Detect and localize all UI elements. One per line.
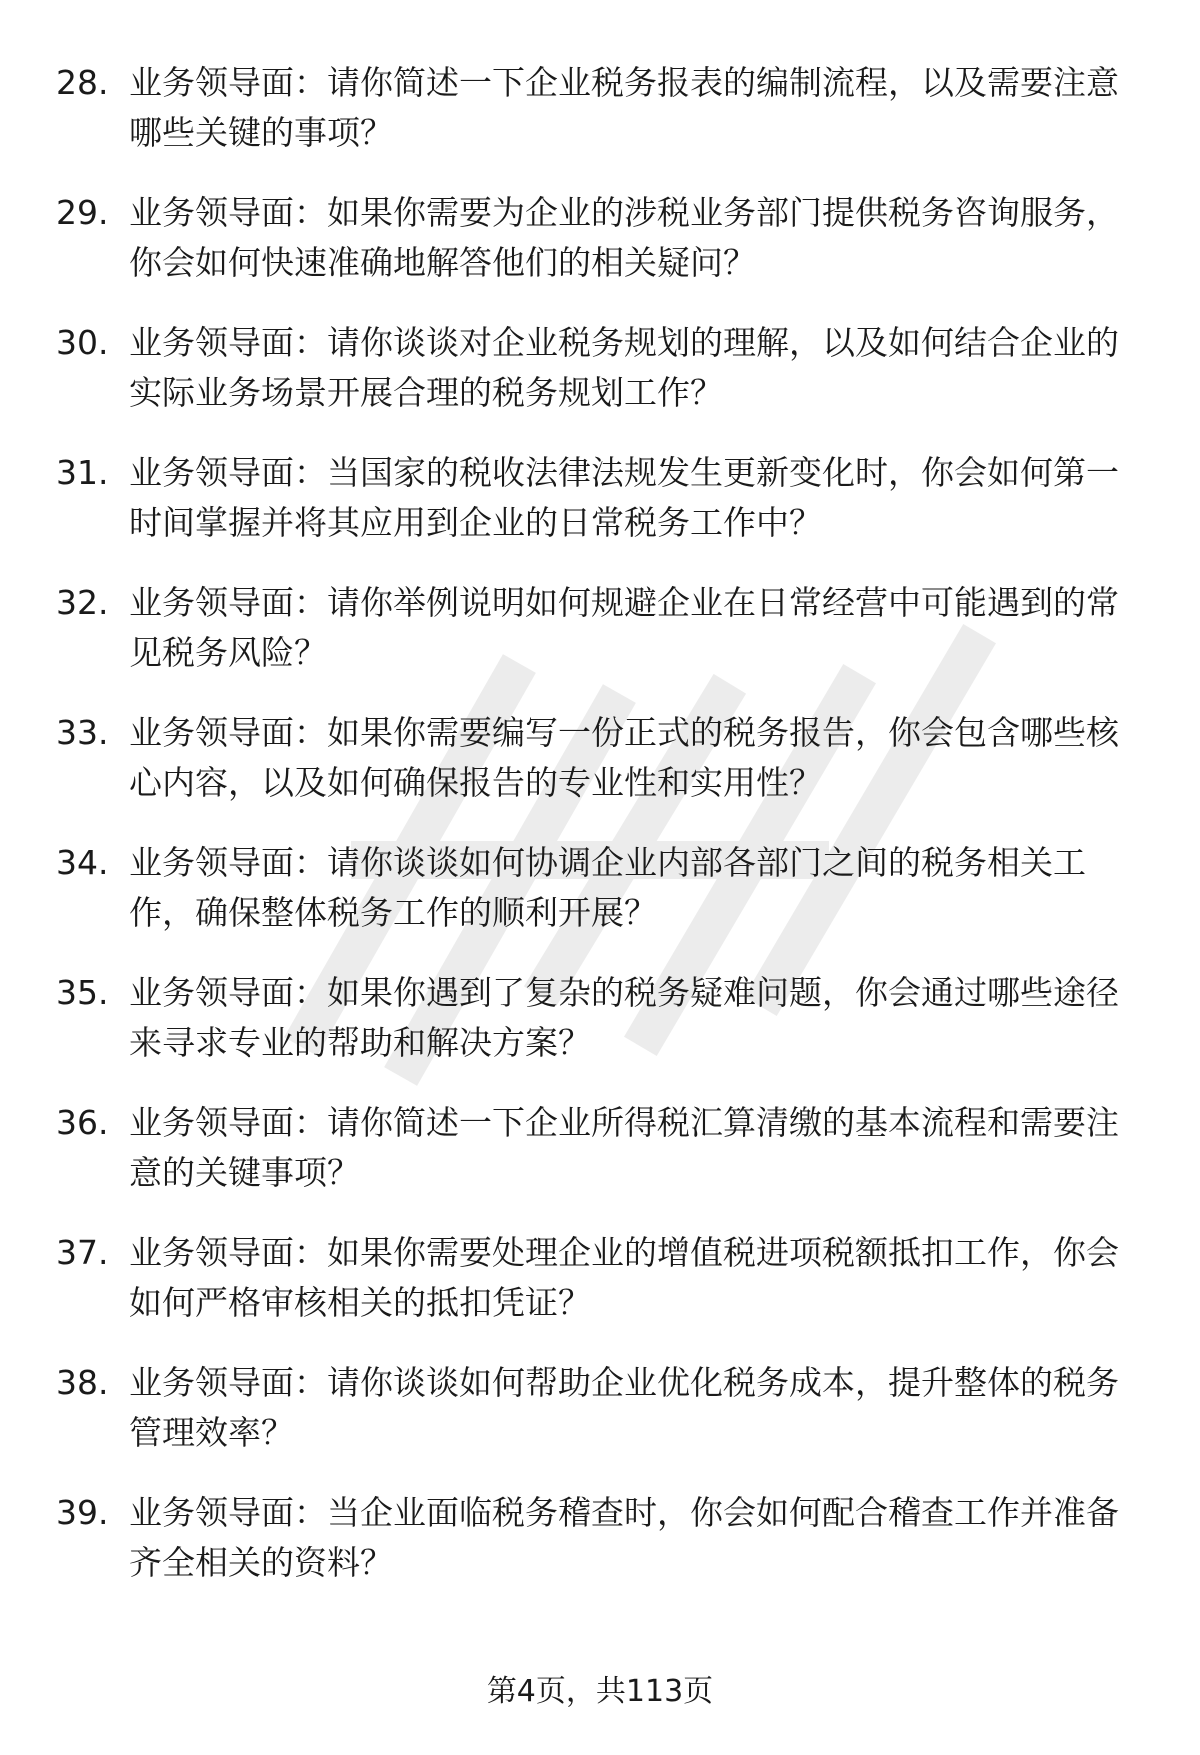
page-footer: 第4页，共113页	[486, 1674, 714, 1709]
list-item	[56, 578, 1146, 678]
question-number: 35.	[56, 973, 109, 1012]
list-item	[56, 1098, 1146, 1198]
question-text: 业务领导面：请你谈谈如何帮助企业优化税务成本，提升整体的税务管理效率？	[129, 1363, 1119, 1452]
list-item	[56, 318, 1146, 418]
question-number: 37.	[56, 1233, 109, 1272]
list-item	[56, 1228, 1146, 1328]
question-text: 业务领导面：请你简述一下企业税务报表的编制流程，以及需要注意哪些关键的事项？	[129, 63, 1119, 152]
question-number: 33.	[56, 713, 109, 752]
list-item	[56, 58, 1146, 158]
list-item	[56, 448, 1146, 548]
question-number: 39.	[56, 1493, 109, 1532]
list-item	[56, 838, 1146, 938]
list-item	[56, 708, 1146, 808]
question-number: 32.	[56, 583, 109, 622]
question-text: 业务领导面：如果你需要为企业的涉税业务部门提供税务咨询服务，你会如何快速准确地解答他们的相关疑问？	[129, 193, 1119, 282]
question-number: 36.	[56, 1103, 109, 1142]
list-item	[56, 1358, 1146, 1458]
question-text: 业务领导面：如果你遇到了复杂的税务疑难问题，你会通过哪些途径来寻求专业的帮助和解决方案？	[129, 973, 1119, 1062]
question-number: 28.	[56, 63, 109, 102]
question-text: 业务领导面：请你简述一下企业所得税汇算清缴的基本流程和需要注意的关键事项？	[129, 1103, 1119, 1192]
question-number: 30.	[56, 323, 109, 362]
list-item	[56, 188, 1146, 288]
question-number: 29.	[56, 193, 109, 232]
question-text: 业务领导面：请你谈谈如何协调企业内部各部门之间的税务相关工作，确保整体税务工作的顺利开展？	[129, 843, 1086, 932]
question-number: 38.	[56, 1363, 109, 1402]
question-text: 业务领导面：当企业面临税务稽查时，你会如何配合稽查工作并准备齐全相关的资料？	[129, 1493, 1119, 1582]
question-text: 业务领导面：请你举例说明如何规避企业在日常经营中可能遇到的常见税务风险？	[129, 583, 1119, 672]
question-text: 业务领导面：请你谈谈对企业税务规划的理解，以及如何结合企业的实际业务场景开展合理的税务规划工作？	[129, 323, 1119, 412]
list-item	[56, 968, 1146, 1068]
question-number: 34.	[56, 843, 109, 882]
question-text: 业务领导面：如果你需要编写一份正式的税务报告，你会包含哪些核心内容，以及如何确保报告的专业性和实用性？	[129, 713, 1119, 802]
question-number: 31.	[56, 453, 109, 492]
question-list	[56, 58, 1146, 1618]
list-item	[56, 1488, 1146, 1588]
question-text: 业务领导面：当国家的税收法律法规发生更新变化时，你会如何第一时间掌握并将其应用到企业的日常税务工作中？	[129, 453, 1119, 542]
question-text: 业务领导面：如果你需要处理企业的增值税进项税额抵扣工作，你会如何严格审核相关的抵扣凭证？	[129, 1233, 1119, 1322]
